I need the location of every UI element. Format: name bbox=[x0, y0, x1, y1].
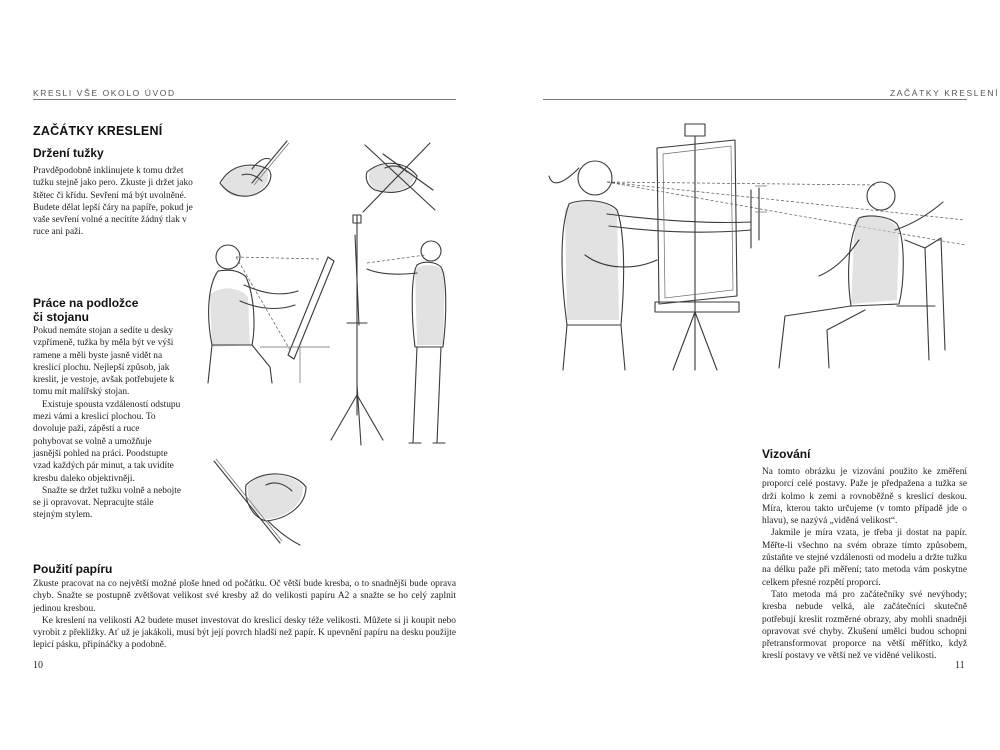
paragraph: Jakmile je míra vzata, je třeba ji dostat na papír. Měřte-li všechno na svém obraze tímto způsobem, zůstaňte ve stejné vzdálenosti od modelu a držte tužku na délku paže při měření; tato metoda vám poskytne celkem přesné rozpětí proporcí. bbox=[762, 528, 967, 588]
paragraph: Existuje spousta vzdáleností odstupu mezi vámi a kreslicí plochou. To dovoluje paži, zápěstí a ruce pohybovat se volně a umožňuje jasnější pohled na práci. Poodstupte vzad každých pár minut, a tak uvidíte kresbu daleko objektivněji. bbox=[33, 399, 181, 484]
paragraph: Pokud nemáte stojan a sedíte u desky vzpřímeně, tužka by měla být ve výši ramene a měli byste jasně vidět na kreslicí plochu. Nejlepší způsob, jak kreslit, je vestoje, avšak potřebujete k tomu mít malířský stojan. bbox=[33, 326, 175, 398]
seated-male-model-icon bbox=[779, 182, 945, 368]
section-text-paper bbox=[33, 578, 456, 652]
section-heading-easel-line2: či stojanu bbox=[33, 310, 90, 324]
sight-size-measurement-scene bbox=[545, 120, 975, 370]
left-running-head: KRESLI VŠE OKOLO ÚVOD bbox=[33, 88, 176, 98]
section-text-sight-size bbox=[762, 466, 967, 663]
paragraph: Ke kreslení na velikosti A2 budete muset investovat do kreslicí desky téže velikosti. Můžete si ji koupit nebo vyrobit z překližky. Ať už je jakákoli, musí být její povrch hladší než papír. K upevnění papíru na desku použijte lepicí pásku, připínáčky a podobně. bbox=[33, 615, 456, 651]
section-heading-pencil-grip: Držení tužky bbox=[33, 146, 104, 160]
paragraph: Snažte se držet tužku volně a nebojte se ji opravovat. Nepracujte stále stejným stylem. bbox=[33, 485, 182, 521]
standing-artist-at-easel-icon bbox=[325, 215, 460, 455]
paragraph: Zkuste pracovat na co největší možné ploše hned od počátku. Oč větší bude kresba, o to snadnější bude oprava chyb. Snažte se postupně zvětšovat velikost své kresby až do velikosti papíru A2 a snažte se ho celý zaplnit jedinou kresbou. bbox=[33, 579, 456, 614]
left-header-rule bbox=[33, 99, 456, 100]
sight-line-bottom bbox=[607, 182, 965, 245]
section-heading-paper: Použití papíru bbox=[33, 562, 113, 576]
woman-measuring-with-pencil-icon bbox=[549, 161, 751, 370]
section-heading-sight-size: Vizování bbox=[762, 447, 811, 461]
page-number-left: 10 bbox=[33, 660, 43, 671]
chapter-title: ZAČÁTKY KRESLENÍ bbox=[33, 124, 163, 138]
sight-line-upper bbox=[607, 182, 875, 185]
hand-holding-pencil-loosely-icon bbox=[208, 455, 318, 550]
right-header-rule bbox=[543, 99, 967, 100]
section-text-pencil-grip bbox=[33, 165, 203, 239]
right-running-head: ZAČÁTKY KRESLENÍ bbox=[890, 88, 1000, 98]
paragraph: Pravděpodobně inklinujete k tomu držet tužku stejně jako pero. Zkuste ji držet jako štětec či křídu. Sevření má být uvolněné. Budete dělat lepší čáry na papíře, pokud je vaše sevření volné a necítíte žádný tlak v ruce ani paži. bbox=[33, 166, 193, 238]
paragraph: Tato metoda má pro začátečníky své nevýhody; kresba nebude velká, ale začátečníci skutečně potřebují kreslit rozměrné obrazy, aby mohli snadněji opravovat své chyby. Zkušení umělci budou schopni přetransformovat proporce na větší měřítko, když kreslí postavy ve větší než ve viděné velikosti. bbox=[762, 589, 967, 662]
hand-holding-pencil-crossed-out-icon bbox=[355, 140, 440, 215]
seated-artist-at-drawing-board-icon bbox=[200, 235, 340, 385]
easel-with-canvas-icon bbox=[655, 124, 767, 370]
paragraph: Na tomto obrázku je vizování použito ke změření proporcí celé postavy. Paže je předpažena a tužka se drží kolmo k zemi a rovnoběžně s kreslicí deskou. Míra, kterou takto určujeme (v tomto případě jde o hlavu), se nazývá „viděná velikost“. bbox=[762, 467, 967, 527]
page-number-right: 11 bbox=[955, 660, 965, 671]
hand-holding-pencil-correct-icon bbox=[212, 135, 292, 210]
section-text-easel bbox=[33, 325, 181, 522]
sight-line-top bbox=[607, 182, 965, 220]
section-heading-easel-line1: Práce na podložce bbox=[33, 296, 139, 310]
